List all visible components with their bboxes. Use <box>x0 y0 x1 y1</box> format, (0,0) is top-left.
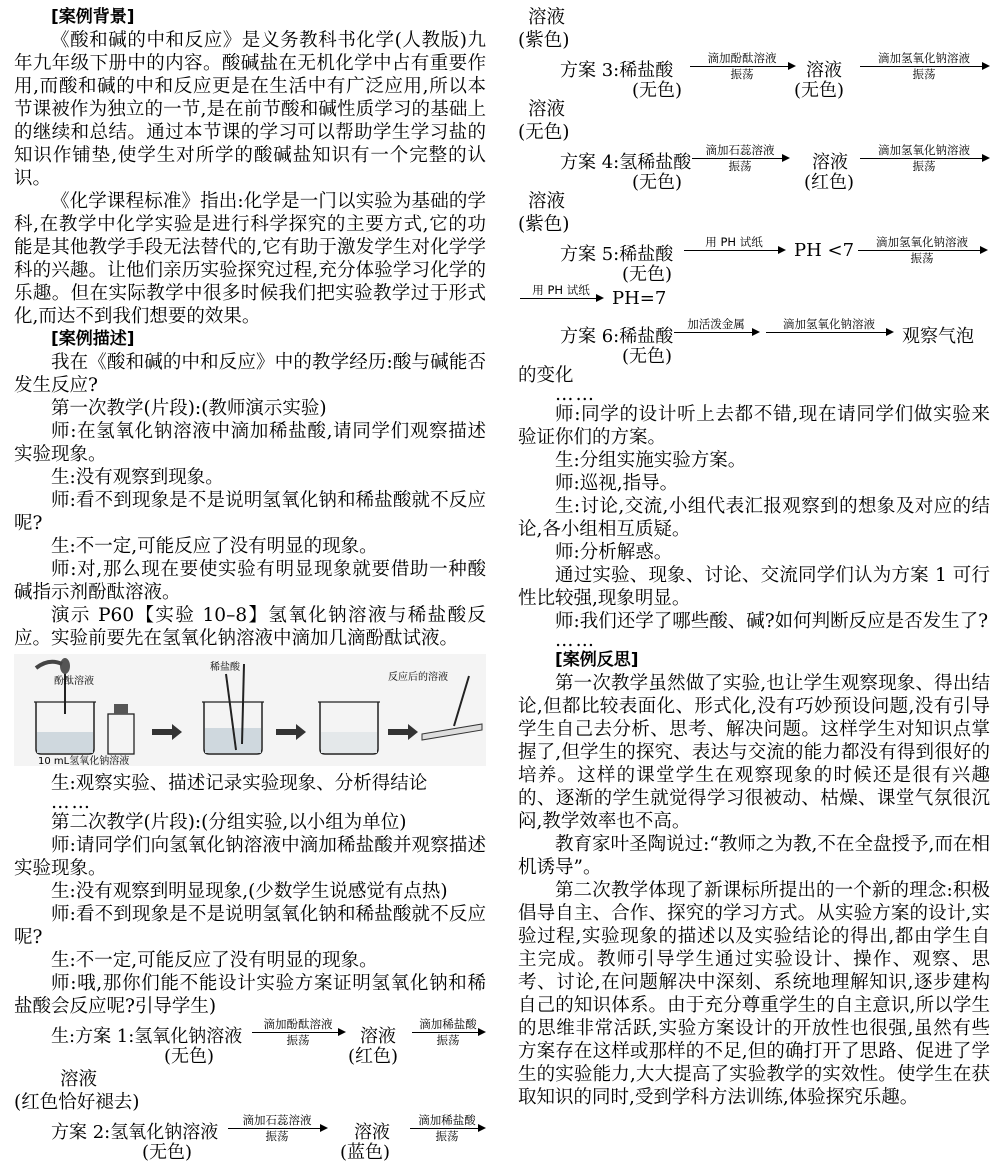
scheme-1-start-color: (无色) <box>164 1046 215 1067</box>
scheme-1-arrow-2: 滴加稀盐酸 振荡 <box>412 1018 484 1047</box>
scheme-6-end-continued: 的变化 <box>518 365 574 386</box>
scheme-1-middle-color: (红色) <box>348 1046 399 1067</box>
ellipsis: …… <box>51 792 92 813</box>
right-column <box>518 6 990 1109</box>
paragraph: 我在《酸和碱的中和反应》中的教学经历:酸与碱能否发生反应? <box>14 352 486 396</box>
scheme-5 <box>518 235 990 285</box>
scheme-3-end-color: (无色) <box>518 122 570 143</box>
scheme-5-continued <box>518 282 990 312</box>
scheme-3-start: 方案 3:稀盐酸 <box>560 60 674 81</box>
scheme-4-middle: 溶液 <box>812 152 848 173</box>
figure-label-phenolphthalein: 酚酞溶液 <box>54 676 94 687</box>
scheme-1-end-color: (红色恰好褪去) <box>14 1092 140 1113</box>
scheme-2-arrow-1: 滴加石蕊溶液 振荡 <box>228 1114 326 1143</box>
paragraph: 第二次教学体现了新课标所提出的一个新的理念:积极倡导自主、合作、探究的学习方式。从实验方案的设计,实验过程,实验现象的描述以及实验结论的得出,都由学生自主完成。教师引导学生通过实验设计、操作、观察、思考、讨论,在问题解决中深刻、系统地理解知识,逐步建构自己的知识体系。由于充分尊重学生的自主意识,所以学生的思维非常活跃,实验方案设计的开放性也很强,虽然有些方案存在这样或那样的不足,但的确打开了思路、促进了学生的实验能力,大大提高了实验教学的实效性。使学生在获取知识的同时,受到学科方法训练,体验探究乐趣。 <box>518 880 990 1108</box>
scheme-4-start-color: (无色) <box>632 172 683 193</box>
scheme-6-arrow-2: 滴加氢氧化钠溶液 <box>766 318 892 334</box>
scheme-6 <box>518 317 990 367</box>
scheme-6-arrow-1: 加活泼金属 <box>674 318 758 334</box>
dialogue-line: 生:讨论,交流,小组代表汇报观察到的想象及对应的结论,各小组相互质疑。 <box>518 496 990 540</box>
scheme-1-middle: 溶液 <box>360 1026 396 1047</box>
dialogue-line: 师:对,那么现在要使实验有明显现象就要借助一种酸碱指示剂酚酞溶液。 <box>14 559 486 603</box>
scheme-6-start: 方案 6:稀盐酸 <box>560 326 674 347</box>
scheme-3-start-color: (无色) <box>632 80 683 101</box>
scheme-4-end-color: (紫色) <box>518 214 570 235</box>
scheme-1 <box>14 1018 486 1068</box>
scheme-5-arrow-3: 用 PH 试纸 <box>520 284 602 300</box>
dialogue-line: 师:请同学们向氢氧化钠溶液中滴加稀盐酸并观察描述实验现象。 <box>14 835 486 879</box>
scheme-2-middle: 溶液 <box>354 1122 390 1143</box>
scheme-2-start: 方案 2:氢氧化钠溶液 <box>51 1122 219 1143</box>
scheme-2-arrow-2: 滴加稀盐酸 振荡 <box>410 1114 484 1143</box>
figure-label-acid: 稀盐酸 <box>210 662 240 673</box>
scheme-4-arrow-2: 滴加氢氧化钠溶液 振荡 <box>860 144 988 173</box>
section-heading-description: [案例描述] <box>51 329 135 349</box>
dialogue-line: 师:同学的设计听上去都不错,现在请同学们做实验来验证你们的方案。 <box>518 404 990 448</box>
scheme-5-start: 方案 5:稀盐酸 <box>560 244 674 265</box>
scheme-3-arrow-2: 滴加氢氧化钠溶液 振荡 <box>860 52 988 81</box>
dialogue-line: 师:看不到现象是不是说明氢氧化钠和稀盐酸就不反应呢? <box>14 490 486 534</box>
section-heading-background: [案例背景] <box>51 7 135 27</box>
paragraph: 第二次教学(片段):(分组实验,以小组为单位) <box>51 812 407 833</box>
scheme-2 <box>14 1113 486 1163</box>
dialogue-line: 师:分析解惑。 <box>555 542 673 563</box>
paragraph: 通过实验、现象、讨论、交流同学们认为方案 1 可行性比较强,现象明显。 <box>518 565 990 609</box>
ellipsis: …… <box>555 384 596 405</box>
paragraph: 教育家叶圣陶说过:“教师之为教,不在全盘授予,而在相机诱导”。 <box>518 834 990 878</box>
scheme-3 <box>518 51 990 101</box>
scheme-6-end: 观察气泡 <box>902 326 974 347</box>
dialogue-line: 师:哦,那你们能不能设计实验方案证明氢氧化钠和稀盐酸会反应呢?引导学生) <box>14 973 486 1017</box>
dialogue-line: 师:巡视,指导。 <box>555 473 679 494</box>
scheme-1-end: 溶液 <box>60 1069 98 1090</box>
scheme-2-end: 溶液 <box>528 7 566 28</box>
scheme-6-start-color: (无色) <box>622 346 673 367</box>
scheme-1-start: 生:方案 1:氢氧化钠溶液 <box>51 1026 243 1047</box>
left-column <box>14 6 486 1163</box>
scheme-5-arrow-1: 用 PH 试纸 <box>684 236 784 252</box>
paragraph: 《化学课程标准》指出:化学是一门以实验为基础的学科,在教学中化学实验是进行科学探究的主要方式,它的功能是其他教学手段无法替代的,它有助于激发学生对化学学科的兴趣。让他们亲历实验探究过程,充分体验学习化学的乐趣。但在实际教学中很多时候我们把实验教学过于形式化,而达不到我们想要的效果。 <box>14 191 486 327</box>
dialogue-line: 生:不一定,可能反应了没有明显的现象。 <box>51 950 378 971</box>
dialogue-line: 生:不一定,可能反应了没有明显的现象。 <box>51 536 378 557</box>
dialogue-line: 师:我们还学了哪些酸、碱?如何判断反应是否发生了? <box>555 611 989 632</box>
scheme-5-start-color: (无色) <box>622 264 673 285</box>
scheme-1-arrow-1: 滴加酚酞溶液 振荡 <box>252 1018 344 1047</box>
experiment-figure <box>14 654 486 766</box>
section-heading-reflection: [案例反思] <box>555 650 639 670</box>
paragraph: 《酸和碱的中和反应》是义务教科书化学(人教版)九年九年级下册中的内容。酸碱盐在无机化学中占有重要作用,而酸和碱的中和反应更是在生活中有广泛应用,所以本节课被作为独立的一节,是在前节酸和碱性质学习的基础上的继续和总结。通过本节课的学习可以帮助学生学习盐的知识作铺垫,使学生对所学的酸碱盐知识有一个完整的认识。 <box>14 30 486 189</box>
scheme-3-end: 溶液 <box>528 99 566 120</box>
scheme-4-middle-color: (红色) <box>804 172 855 193</box>
figure-label-after-reaction: 反应后的溶液 <box>388 672 448 683</box>
scheme-2-start-color: (无色) <box>142 1142 193 1163</box>
dialogue-line: 师:在氢氧化钠溶液中滴加稀盐酸,请同学们观察描述实验现象。 <box>14 421 486 465</box>
scheme-4-end: 溶液 <box>528 191 566 212</box>
paragraph: 第一次教学虽然做了实验,也让学生观察现象、得出结论,但都比较表面化、形式化,没有巧妙预设问题,没有引导学生自己去分析、思考、解决问题。这样学生对知识点掌握了,但学生的探究、表达与交流的能力都没有得到很好的培养。这样的课堂学生在观察现象的时候还是很有兴趣的、逐渐的学生就觉得学习很被动、枯燥、课堂气氛很沉闷,教学效率也不高。 <box>518 673 990 832</box>
paragraph: 第一次教学(片段):(教师演示实验) <box>51 398 327 419</box>
scheme-5-arrow-2: 滴加氢氧化钠溶液 振荡 <box>858 236 986 265</box>
scheme-2-end-color: (紫色) <box>518 30 570 51</box>
dialogue-line: 生:没有观察到现象。 <box>51 467 224 488</box>
dialogue-line: 生:分组实施实验方案。 <box>555 450 747 471</box>
dialogue-line: 生:没有观察到明显现象,(少数学生说感觉有点热) <box>51 881 448 902</box>
ellipsis: …… <box>555 630 596 651</box>
scheme-5-middle: PH <7 <box>794 240 855 261</box>
dialogue-line: 师:看不到现象是不是说明氢氧化钠和稀盐酸就不反应呢? <box>14 904 486 948</box>
scheme-4-start: 方案 4:氢稀盐酸 <box>560 152 692 173</box>
paragraph: 演示 P60【实验 10–8】氢氧化钠溶液与稀盐酸反应。实验前要先在氢氧化钠溶液中滴加几滴酚酞试液。 <box>14 605 486 649</box>
scheme-2-middle-color: (蓝色) <box>340 1142 391 1163</box>
scheme-3-arrow-1: 滴加酚酞溶液 振荡 <box>690 52 794 81</box>
dialogue-line: 生:观察实验、描述记录实验现象、分析得结论 <box>51 773 428 794</box>
scheme-3-middle-color: (无色) <box>794 80 845 101</box>
figure-label-naoh: 10 mL氢氧化钠溶液 <box>38 756 130 767</box>
scheme-5-end: PH=7 <box>612 288 667 309</box>
scheme-4-arrow-1: 滴加石蕊溶液 振荡 <box>692 144 788 173</box>
scheme-4 <box>518 143 990 193</box>
scheme-3-middle: 溶液 <box>806 60 842 81</box>
